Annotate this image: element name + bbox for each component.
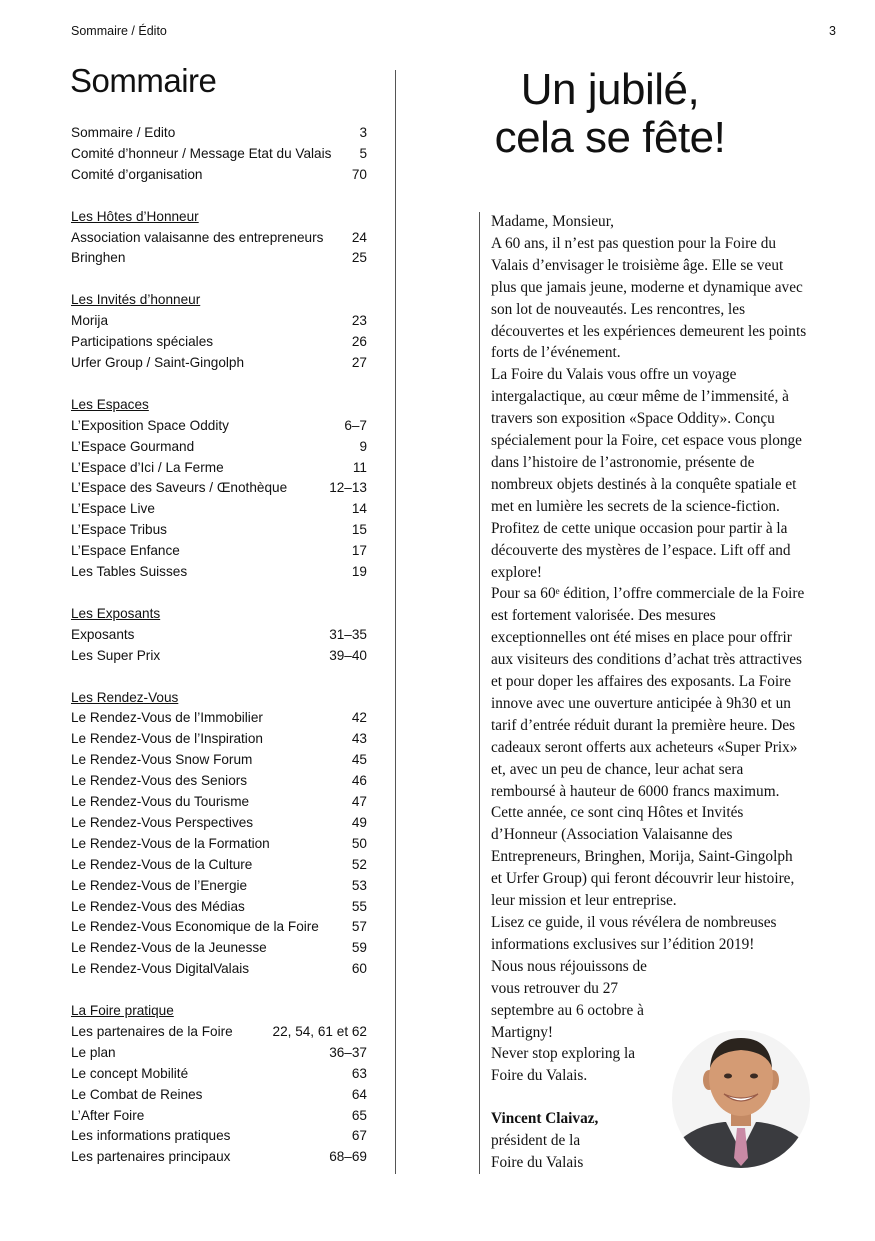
toc-entry [71,520,367,541]
toc-entry [71,332,367,353]
toc-entry [71,248,367,269]
toc-entry [71,478,367,499]
toc-entry [71,876,367,897]
toc-entry [71,855,367,876]
toc-entry-page: 50 [351,835,367,851]
toc-entry [71,959,367,980]
toc-entry-label: L’Exposition Space Oddity [71,417,229,433]
toc-entry [71,1022,367,1043]
toc-entry [71,1064,367,1085]
toc-entry-label: Le Rendez-Vous Snow Forum [71,752,253,768]
toc-entry-label: Le Combat de Reines [71,1086,203,1102]
toc-entry-label: L’Espace d’Ici / La Ferme [71,459,224,475]
toc-entry-label: Le Rendez-Vous Economique de la Foire [71,919,319,935]
toc-entry-label: Le Rendez-Vous de la Culture [71,856,253,872]
toc-entry-label: Le Rendez-Vous de la Formation [71,835,270,851]
toc-entry [71,625,367,646]
edito-body [491,211,807,1087]
toc-entry-label: Le Rendez-Vous des Seniors [71,773,248,789]
toc-entry-page: 9 [359,438,367,454]
toc-section [71,1001,367,1168]
toc-section-heading: Les Exposants [71,605,161,621]
toc-entry-page: 22, 54, 61 et 62 [272,1023,367,1039]
toc-entry-label: Le Rendez-Vous Perspectives [71,814,254,830]
toc-entry [71,1085,367,1106]
toc-entry [71,708,367,729]
toc-entry-page: 14 [351,501,367,517]
toc-entry-page: 46 [351,773,367,789]
toc-entry-label: Le Rendez-Vous des Médias [71,898,245,914]
toc-entry-label: L’Espace Tribus [71,522,167,538]
toc-section [71,290,367,374]
toc-entry [71,897,367,918]
toc-entry-label: L’Espace Gourmand [71,438,195,454]
toc-entry [71,228,367,249]
toc-entry-page: 23 [351,313,367,329]
toc-entry [71,1126,367,1147]
toc-section-heading: Les Hôtes d’Honneur [71,208,199,224]
edito-paragraph: Lisez ce guide, il vous révélera de nombreuses informations exclusives sur l’édition 2019! [491,914,777,953]
toc-entry [71,541,367,562]
toc-section-heading: Les Espaces [71,396,149,412]
toc-entry [71,165,367,186]
toc-entry [71,938,367,959]
toc-entry [71,729,367,750]
toc-section [71,604,367,667]
edito-paragraph: Nous nous réjouissons de vous retrouver du 27 septembre au 6 octobre à Martigny! [491,957,647,1041]
toc-title: Sommaire [70,62,217,99]
edito-paragraph: Never stop exploring la Foire du Valais. [491,1045,636,1085]
toc-entry [71,917,367,938]
toc-entry-label: Urfer Group / Saint-Gingolph [71,355,245,371]
toc-entry-label: Sommaire / Edito [71,125,176,140]
toc-section-heading: La Foire pratique [71,1003,174,1019]
edito-paragraph: Cette année, ce sont cinq Hôtes et Invités d’Honneur (Association Valaisanne des Entrepreneurs, Bringhen, Morija, Saint-Gingolph et Urfer Group) qui feront découvrir leur histoire, leur mission et leur entreprise. [491,804,795,910]
toc-entry-page: 39–40 [329,647,367,663]
toc-entry-page: 11 [352,459,367,475]
toc-entry-page: 43 [351,731,367,747]
toc-entry-page: 64 [351,1086,367,1102]
toc-entry-page: 70 [351,166,367,182]
toc-entry-page: 25 [351,250,367,266]
page-number: 3 [829,24,836,38]
toc-entry [71,1106,367,1127]
toc-entry-page: 60 [351,961,367,977]
toc-entry-label: L’After Foire [71,1107,145,1123]
toc-entry-page: 67 [351,1128,367,1144]
toc-entry-page: 31–35 [329,626,367,642]
toc-entry-label: Les Super Prix [71,647,161,663]
toc-entry-page: 59 [351,940,367,956]
toc-entry-page: 3 [359,125,367,140]
toc-entry-page: 27 [351,355,367,371]
toc-entry-label: Les Tables Suisses [71,564,188,580]
toc-entry-label: Le Rendez-Vous de l’Energie [71,877,248,893]
toc-entry-label: Le Rendez-Vous de la Jeunesse [71,940,267,956]
toc-section [71,395,367,583]
toc-section-heading: Les Invités d’honneur [71,292,201,308]
toc-entry [71,123,367,144]
toc-entry [71,834,367,855]
toc-section [71,688,367,980]
toc-entry [71,458,367,479]
toc-entry [71,771,367,792]
toc-entry-label: Comité d’honneur / Message Etat du Valais [71,145,332,161]
toc-section-heading: Les Rendez-Vous [71,689,179,705]
toc-entry-page: 65 [351,1107,367,1123]
toc-entry-label: Le Rendez-Vous de l’Inspiration [71,731,263,747]
toc-entry-label: Participations spéciales [71,334,214,350]
signature-role-line-1: président de la [491,1131,581,1149]
toc-entry-label: Les partenaires principaux [71,1149,231,1165]
toc-entry [71,562,367,583]
toc-entry [71,353,367,374]
toc-entry-page: 19 [351,564,367,580]
edito-paragraph: La Foire du Valais vous offre un voyage intergalactique, au cœur même de l’immensité, à travers son exposition «Space Oddity». Conçu spécialement pour la Foire, cet espace vous plonge dans l’histoire de l’astronomie, présente de nombreux objets destinés à la conquête spatiale et met en lumière les secrets de la science-fiction. Profitez de cette unique occasion pour partir à la découverte des mystères de l’espace. Lift off and explore! [491,366,802,581]
edito-paragraph: Madame, Monsieur, [491,213,615,230]
edito-paragraph: Pour sa 60ᵉ édition, l’offre commerciale de la Foire est fortement valorisée. Des mesures exceptionnelles ont été mises en place pour offrir aux visiteurs des conditions d’achat très attractives et pour doper les affaires des exposants. La Foire innove avec une ouverture anticipée à 9h30 et un tarif d’entrée réduit durant la première heure. Des cadeaux seront offerts aux acheteurs «Super Prix» et, avec un peu de chance, leur achat sera remboursé à hauteur de 6000 francs maximum. [491,585,805,800]
toc-entry-page: 12–13 [329,480,367,496]
toc-section [71,207,367,270]
toc-entry-page: 68–69 [329,1149,367,1165]
toc-entry-label: Le Rendez-Vous de l’Immobilier [71,710,263,726]
toc-entry-page: 5 [359,145,367,161]
toc-entry-page: 45 [351,752,367,768]
portrait-illustration [672,1030,810,1168]
running-head: Sommaire / Édito [71,24,167,38]
toc-entry [71,813,367,834]
toc-entry-label: L’Espace Enfance [71,543,180,559]
toc-entry-label: Morija [71,313,109,329]
toc-entry [71,144,367,165]
toc-entry-page: 53 [351,877,367,893]
toc-entry-label: Association valaisanne des entrepreneurs [71,229,324,245]
toc-entry [71,646,367,667]
toc-entry-label: Comité d’organisation [71,166,203,182]
signature-name: Vincent Claivaz, [491,1110,599,1127]
toc-entry [71,311,367,332]
edito-rule [479,212,480,1174]
toc-entry-page: 63 [351,1065,367,1081]
toc-entry-page: 49 [351,814,367,830]
edito-title-line-1: Un jubilé, [520,65,700,114]
edito-title [440,66,780,162]
toc-entry [71,750,367,771]
toc-entry [71,1043,367,1064]
column-divider [395,70,396,1174]
toc-entry-label: L’Espace Live [71,501,155,517]
toc-entry [71,499,367,520]
toc-entry-page: 52 [351,856,367,872]
toc-entry-page: 15 [351,522,367,538]
toc-entry [71,437,367,458]
toc-entry-page: 6–7 [344,417,367,433]
edito-title-line-2: cela se fête! [494,113,726,162]
toc-entry [71,1147,367,1168]
toc-entry-label: Bringhen [71,250,126,266]
toc-entry-label: Le concept Mobilité [71,1065,189,1081]
toc-entry-label: Le Rendez-Vous du Tourisme [71,794,250,810]
signature-role-line-2: Foire du Valais [491,1153,584,1171]
toc-entry-page: 36–37 [329,1044,367,1060]
toc-entry-label: Les partenaires de la Foire [71,1023,233,1039]
toc-entry-page: 47 [351,794,367,810]
toc-entry-page: 24 [351,229,367,245]
toc-entry-label: Le plan [71,1044,116,1060]
edito-paragraph: A 60 ans, il n’est pas question pour la Foire du Valais d’envisager le troisième âge. Elle se veut plus que jamais jeune, moderne et dynamique avec son lot de nouveautés. Les rencontres, les découvertes et les expériences demeurent les points forts de l’événement. [491,234,807,362]
toc-entry-page: 57 [351,919,367,935]
author-portrait [672,1030,810,1168]
signature [491,1108,598,1174]
toc-entry-label: Le Rendez-Vous DigitalValais [71,961,250,977]
toc-entry-label: Les informations pratiques [71,1128,231,1144]
toc-entry-page: 42 [351,710,367,726]
toc-entry [71,416,367,437]
toc-entry-page: 55 [351,898,367,914]
toc-entry-label: Exposants [71,626,135,642]
toc-entry-label: L’Espace des Saveurs / Œnothèque [71,480,288,496]
table-of-contents [71,123,367,1168]
toc-entry [71,792,367,813]
toc-entry-page: 17 [351,543,367,559]
toc-entry-page: 26 [351,334,367,350]
